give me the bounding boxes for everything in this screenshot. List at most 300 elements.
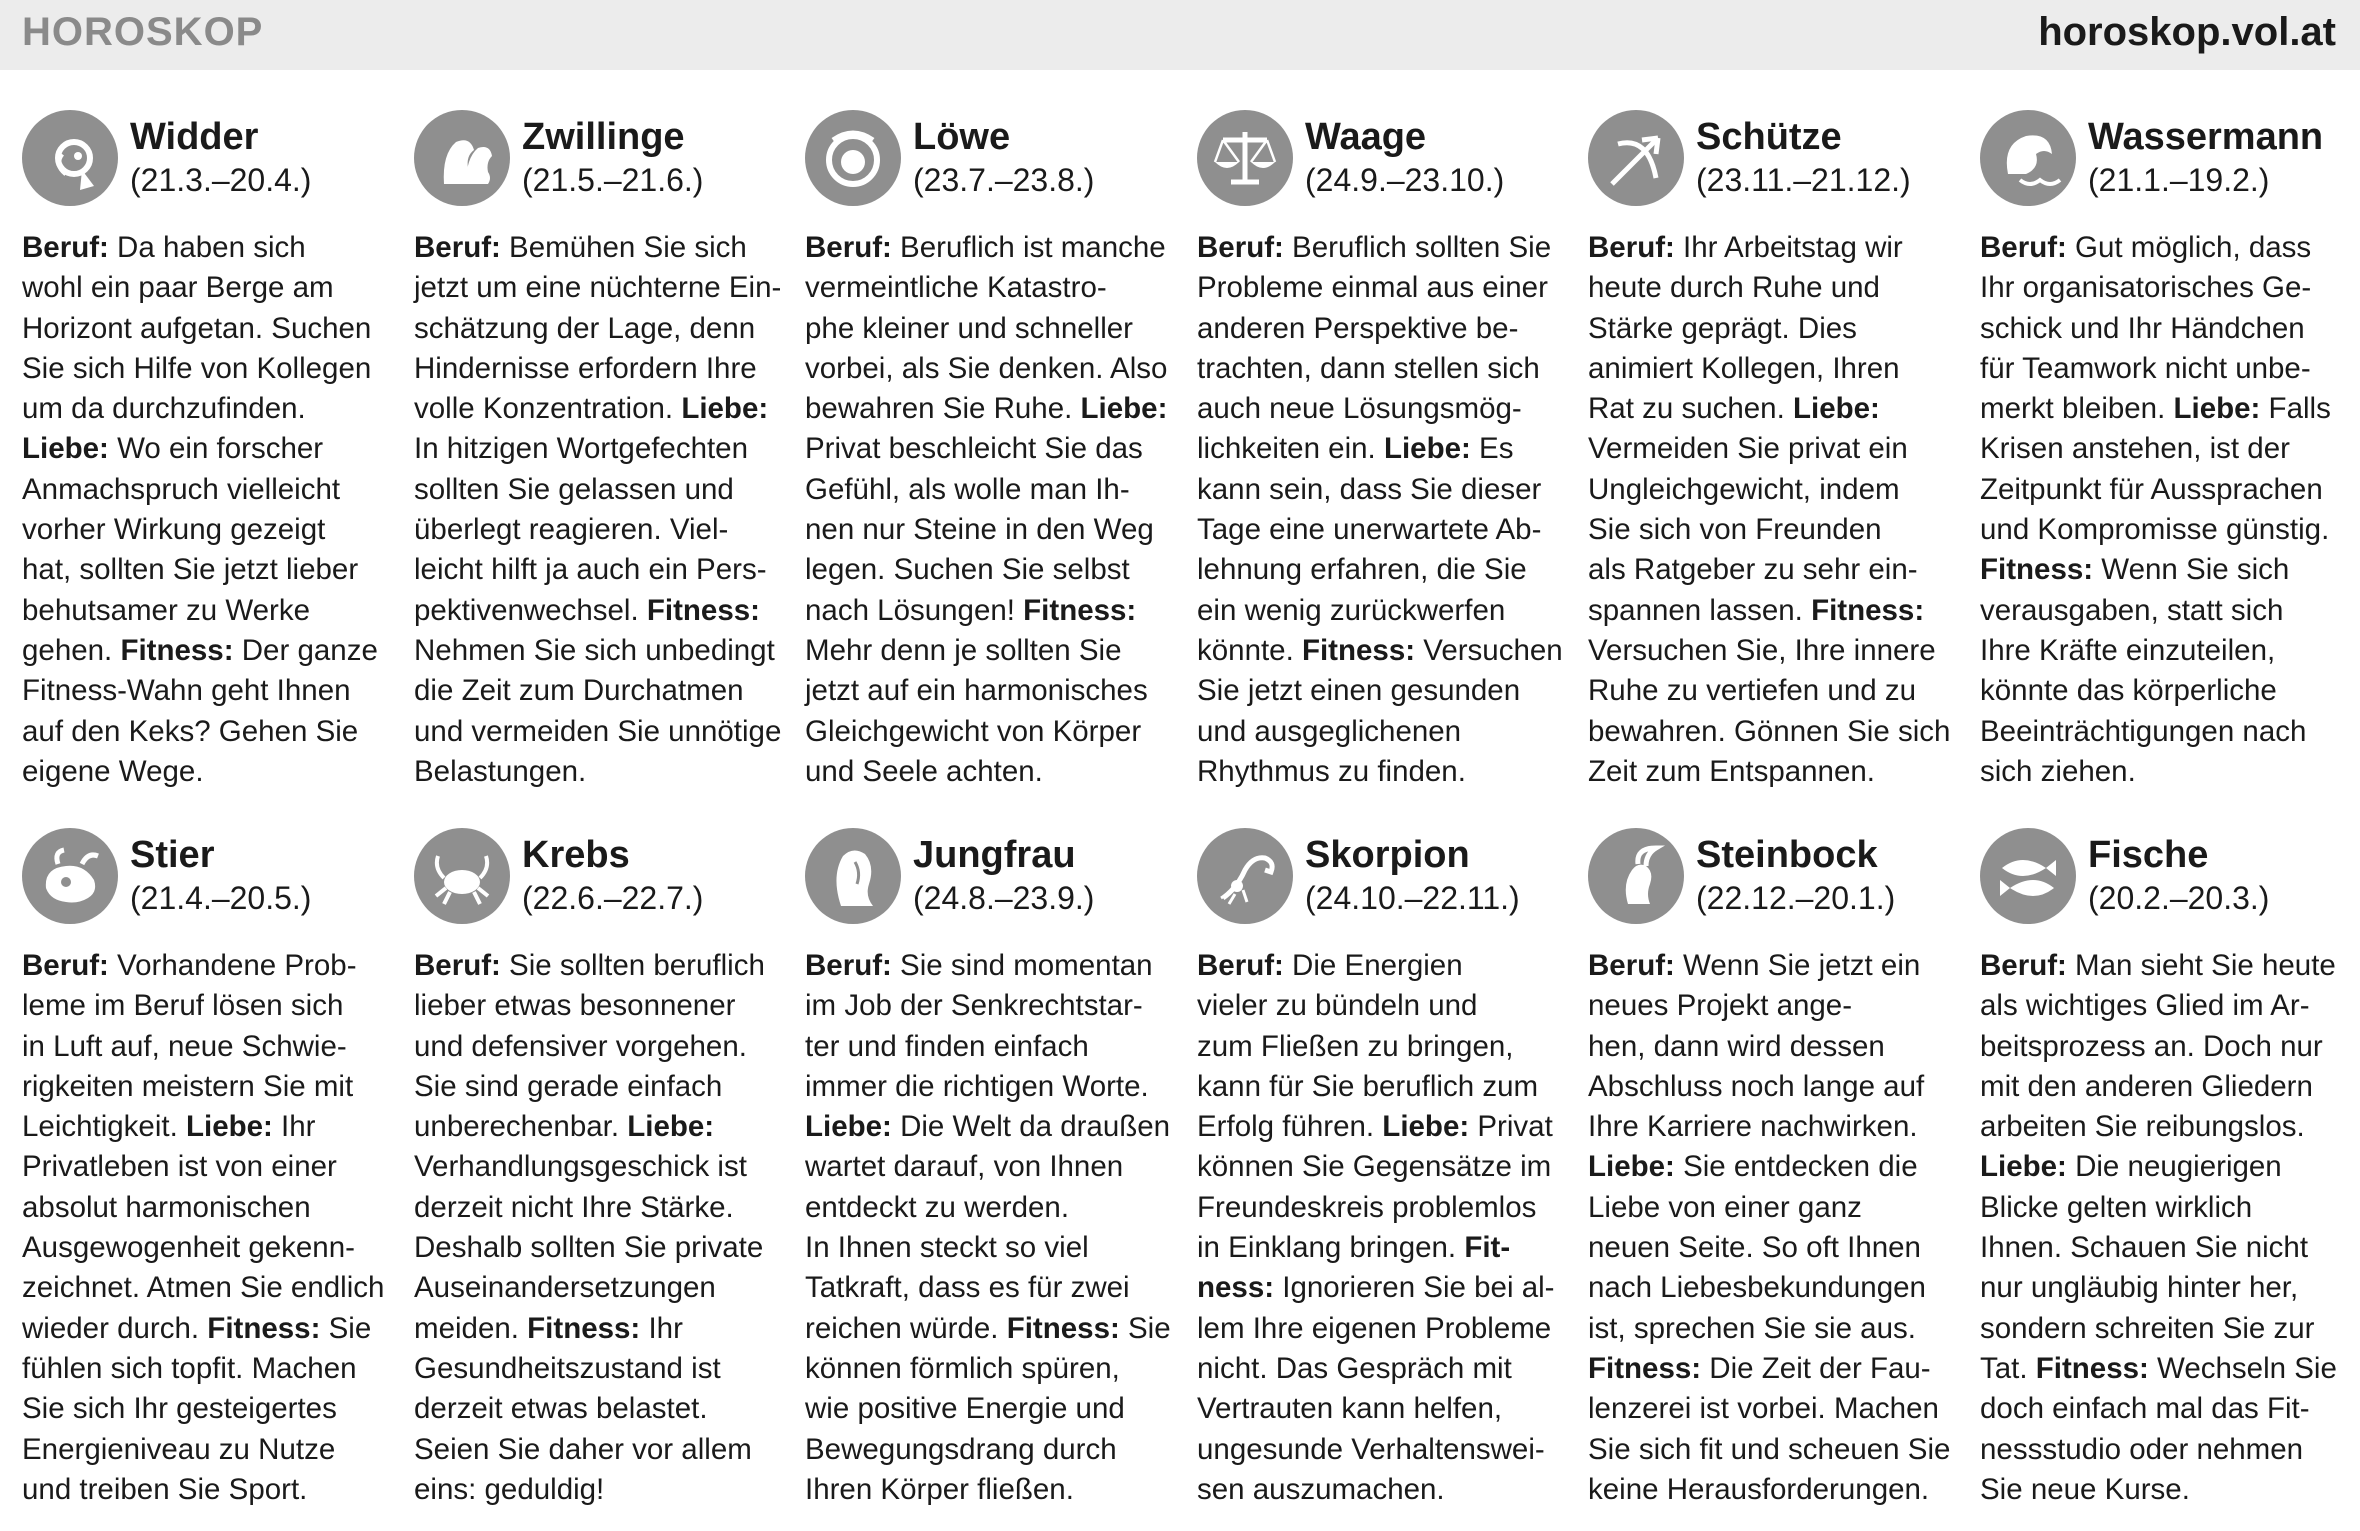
- text-line: [22, 1228, 394, 1268]
- bull-icon: [22, 828, 118, 924]
- text-line: [1197, 1470, 1569, 1510]
- text-line: [1588, 1389, 1960, 1429]
- text-run: Sie: [320, 1311, 372, 1345]
- text-run: Ihre Karriere nachwirken.: [1588, 1110, 1918, 1144]
- text-run: fühlen sich topfit. Machen: [22, 1351, 357, 1385]
- text-run: Deshalb sollten Sie private: [414, 1231, 764, 1265]
- text-line: [414, 510, 786, 550]
- text-line: [1588, 946, 1960, 986]
- sign-card: [22, 828, 394, 1510]
- sign-header: [1197, 110, 1569, 212]
- text-line: [1980, 671, 2352, 711]
- text-run: Probleme einmal aus einer: [1197, 271, 1548, 305]
- category-label: Fitness:: [120, 633, 234, 667]
- sign-name: Wassermann: [2088, 116, 2324, 158]
- text-run: auf den Keks? Gehen Sie: [22, 714, 359, 748]
- text-line: [414, 1147, 786, 1187]
- text-line: [414, 1228, 786, 1268]
- text-line: [1197, 986, 1569, 1026]
- text-line: [1588, 1228, 1960, 1268]
- text-line: [1588, 671, 1960, 711]
- ibex-icon: [1588, 828, 1684, 924]
- text-line: [1197, 429, 1569, 469]
- category-label: Beruf:: [1197, 231, 1284, 264]
- text-run: ist, sprechen Sie sie aus.: [1588, 1311, 1916, 1345]
- sign-name: Schütze: [1696, 116, 1842, 158]
- lion-icon: [805, 110, 901, 206]
- text-run: Da haben sich: [108, 231, 306, 264]
- text-run: Privat beschleicht Sie das: [805, 432, 1143, 466]
- text-run: Man sieht Sie heute: [2066, 949, 2336, 982]
- sign-forecast: [1588, 946, 1960, 1510]
- text-line: [22, 1147, 394, 1187]
- text-line: [414, 429, 786, 469]
- scorpion-icon: [1197, 828, 1293, 924]
- text-line: [1980, 712, 2352, 752]
- text-run: Falls: [2260, 392, 2331, 426]
- text-run: Die Energien: [1283, 949, 1463, 982]
- text-line: [805, 946, 1177, 986]
- sign-dates: (21.5.–21.6.): [522, 162, 704, 198]
- category-label: Fitness:: [1023, 593, 1137, 627]
- text-line: [805, 349, 1177, 389]
- sign-card: [22, 110, 394, 792]
- text-line: [805, 986, 1177, 1026]
- text-run: hen, dann wird dessen: [1588, 1029, 1885, 1063]
- text-run: Es: [1470, 432, 1514, 466]
- text-run: Freundeskreis problemlos: [1197, 1190, 1537, 1224]
- text-run: und treiben Sie Sport.: [22, 1472, 308, 1506]
- text-line: [22, 1268, 394, 1308]
- text-line: [1588, 550, 1960, 590]
- text-run: Zeitpunkt für Aussprachen: [1980, 472, 2323, 506]
- category-label: Fit-: [1464, 1231, 1511, 1265]
- text-line: [22, 986, 394, 1026]
- text-run: im Job der Senkrechtstar-: [805, 989, 1143, 1023]
- text-line: [805, 1107, 1177, 1147]
- category-label: Fitness:: [1588, 1351, 1702, 1385]
- text-line: [1588, 268, 1960, 308]
- text-line: [1588, 1027, 1960, 1067]
- text-line: [805, 429, 1177, 469]
- category-label: Fitness:: [2035, 1351, 2149, 1385]
- sign-header: [1588, 110, 1960, 212]
- text-run: können förmlich spüren,: [805, 1351, 1120, 1385]
- text-run: Wechseln Sie: [2148, 1351, 2337, 1385]
- water-bearer-icon: [1980, 110, 2076, 206]
- text-line: [1980, 429, 2352, 469]
- text-run: absolut harmonischen: [22, 1190, 311, 1224]
- text-run: Energieniveau zu Nutze: [22, 1432, 336, 1466]
- text-run: in Luft auf, neue Schwie-: [22, 1029, 347, 1063]
- text-run: Ihren Körper fließen.: [805, 1472, 1074, 1506]
- text-run: Sie sich fit und scheuen Sie: [1588, 1432, 1951, 1466]
- sign-card: [414, 828, 786, 1510]
- text-run: Gefühl, als wolle man Ih-: [805, 472, 1130, 506]
- text-line: [1588, 1067, 1960, 1107]
- text-run: Versuchen: [1415, 633, 1563, 667]
- text-run: sich ziehen.: [1980, 754, 2136, 788]
- text-run: vorher Wirkung gezeigt: [22, 513, 326, 547]
- text-run: Verhandlungsgeschick ist: [414, 1150, 747, 1184]
- sign-dates: (23.7.–23.8.): [913, 162, 1095, 198]
- text-line: [1588, 631, 1960, 671]
- sign-card: [1197, 828, 1569, 1510]
- category-label: Fitness:: [207, 1311, 321, 1345]
- text-run: Leichtigkeit.: [22, 1110, 186, 1144]
- text-run: bewahren. Gönnen Sie sich: [1588, 714, 1951, 748]
- text-line: [1197, 1389, 1569, 1429]
- text-run: beitsprozess an. Doch nur: [1980, 1029, 2323, 1063]
- text-line: [1980, 591, 2352, 631]
- text-run: bewahren Sie Ruhe.: [805, 392, 1081, 426]
- sign-forecast: [805, 228, 1177, 792]
- text-line: [414, 389, 786, 429]
- text-line: [1197, 591, 1569, 631]
- text-run: volle Konzentration.: [414, 392, 682, 426]
- text-line: [1980, 1430, 2352, 1470]
- text-run: Die Zeit der Fau-: [1701, 1351, 1931, 1385]
- sign-dates: (24.10.–22.11.): [1305, 880, 1520, 916]
- text-run: mit den anderen Gliedern: [1980, 1069, 2313, 1103]
- crab-icon: [414, 828, 510, 924]
- category-label: Liebe:: [805, 1110, 892, 1144]
- text-line: [22, 1188, 394, 1228]
- category-label: Fitness:: [1980, 553, 2094, 587]
- text-run: verausgaben, statt sich: [1980, 593, 2284, 627]
- text-run: Mehr denn je sollten Sie: [805, 633, 1122, 667]
- text-run: Anmachspruch vielleicht: [22, 472, 341, 506]
- text-line: [1980, 1067, 2352, 1107]
- text-line: [1980, 550, 2352, 590]
- sign-dates: (24.8.–23.9.): [913, 880, 1095, 916]
- text-run: Vermeiden Sie privat ein: [1588, 432, 1908, 466]
- text-line: [1588, 1147, 1960, 1187]
- text-run: lehnung erfahren, die Sie: [1197, 553, 1527, 587]
- text-line: [414, 1067, 786, 1107]
- text-run: Stärke geprägt. Dies: [1588, 311, 1857, 345]
- text-run: nessstudio oder nehmen: [1980, 1432, 2304, 1466]
- text-run: Zeit zum Entspannen.: [1588, 754, 1875, 788]
- text-run: trachten, dann stellen sich: [1197, 351, 1540, 385]
- text-line: [414, 752, 786, 792]
- text-line: [1980, 1470, 2352, 1510]
- text-run: Erfolg führen.: [1197, 1110, 1383, 1144]
- text-line: [414, 591, 786, 631]
- text-run: vieler zu bündeln und: [1197, 989, 1478, 1023]
- text-run: Gut möglich, dass: [2066, 231, 2312, 264]
- text-run: Versuchen Sie, Ihre innere: [1588, 633, 1936, 667]
- text-run: gehen.: [22, 633, 121, 667]
- sign-name: Widder: [130, 116, 259, 158]
- text-line: [22, 1470, 394, 1510]
- sign-card: [1980, 828, 2352, 1510]
- category-label: Beruf:: [1588, 949, 1675, 982]
- text-line: [22, 1107, 394, 1147]
- text-line: [1588, 986, 1960, 1026]
- text-line: [1197, 1268, 1569, 1308]
- text-line: [1588, 1268, 1960, 1308]
- text-run: eins: geduldig!: [414, 1472, 605, 1506]
- text-line: [805, 1470, 1177, 1510]
- text-run: um da durchzufinden.: [22, 392, 306, 426]
- sign-forecast: [805, 946, 1177, 1510]
- text-run: merkt bleiben.: [1980, 392, 2174, 426]
- text-line: [22, 389, 394, 429]
- text-run: lichkeiten ein.: [1197, 432, 1384, 466]
- text-run: Nehmen Sie sich unbedingt: [414, 633, 775, 667]
- text-run: Rhythmus zu finden.: [1197, 754, 1466, 788]
- text-line: [805, 1188, 1177, 1228]
- text-line: [414, 986, 786, 1026]
- category-label: Liebe:: [1588, 1150, 1675, 1184]
- text-line: [1980, 470, 2352, 510]
- text-line: [1980, 268, 2352, 308]
- text-run: sen auszumachen.: [1197, 1472, 1445, 1506]
- text-run: Bemühen Sie sich: [500, 231, 747, 264]
- text-line: [1588, 1470, 1960, 1510]
- text-run: Ausgewogenheit gekenn-: [22, 1231, 355, 1265]
- text-line: [414, 1027, 786, 1067]
- sign-header: [1197, 828, 1569, 930]
- text-run: überlegt reagieren. Viel-: [414, 513, 729, 547]
- text-line: [22, 228, 394, 268]
- text-line: [1197, 550, 1569, 590]
- text-run: Beeinträchtigungen nach: [1980, 714, 2307, 748]
- text-run: derzeit nicht Ihre Stärke.: [414, 1190, 734, 1224]
- text-line: [1588, 309, 1960, 349]
- text-line: [805, 1349, 1177, 1389]
- category-label: Beruf:: [805, 949, 892, 982]
- text-run: unberechenbar.: [414, 1110, 628, 1144]
- sign-name: Stier: [130, 834, 215, 876]
- text-line: [805, 268, 1177, 308]
- text-line: [805, 712, 1177, 752]
- text-line: [805, 631, 1177, 671]
- text-run: sollten Sie gelassen und: [414, 472, 734, 506]
- category-label: Liebe:: [1980, 1150, 2067, 1184]
- sign-forecast: [22, 946, 394, 1510]
- text-run: Tatkraft, dass es für zwei: [805, 1271, 1130, 1305]
- text-line: [1197, 671, 1569, 711]
- sign-dates: (23.11.–21.12.): [1696, 162, 1911, 198]
- sign-forecast: [414, 228, 786, 792]
- text-line: [22, 631, 394, 671]
- text-run: Fitness-Wahn geht Ihnen: [22, 674, 351, 708]
- text-line: [1980, 752, 2352, 792]
- text-run: leicht hilft ja auch ein Pers-: [414, 553, 767, 587]
- text-line: [1197, 389, 1569, 429]
- text-run: pektivenwechsel.: [414, 593, 647, 627]
- text-run: jetzt um eine nüchterne Ein-: [414, 271, 782, 305]
- text-line: [805, 550, 1177, 590]
- category-label: Fitness:: [1006, 1311, 1120, 1345]
- text-run: Ignorieren Sie bei al-: [1274, 1271, 1555, 1305]
- text-line: [805, 671, 1177, 711]
- text-line: [1980, 1147, 2352, 1187]
- text-line: [1980, 349, 2352, 389]
- text-run: Hindernisse erfordern Ihre: [414, 351, 757, 385]
- text-run: animiert Kollegen, Ihren: [1588, 351, 1900, 385]
- sign-header: [22, 110, 394, 212]
- sign-header: [414, 828, 786, 930]
- text-run: Abschluss noch lange auf: [1588, 1069, 1925, 1103]
- sign-name: Krebs: [522, 834, 630, 876]
- text-line: [1980, 1349, 2352, 1389]
- category-label: Beruf:: [414, 949, 501, 982]
- text-line: [22, 712, 394, 752]
- text-line: [414, 1349, 786, 1389]
- text-run: eigene Wege.: [22, 754, 204, 788]
- text-line: [1197, 1067, 1569, 1107]
- text-line: [1980, 631, 2352, 671]
- text-run: Ihr organisatorisches Ge-: [1980, 271, 2312, 305]
- text-line: [22, 349, 394, 389]
- text-line: [1197, 1027, 1569, 1067]
- text-run: ter und finden einfach: [805, 1029, 1089, 1063]
- text-line: [1588, 389, 1960, 429]
- text-run: Privatleben ist von einer: [22, 1150, 337, 1184]
- text-run: Ruhe zu vertiefen und zu: [1588, 674, 1916, 708]
- text-run: heute durch Ruhe und: [1588, 271, 1880, 305]
- text-run: Sie entdecken die: [1674, 1150, 1918, 1184]
- text-run: rigkeiten meistern Sie mit: [22, 1069, 354, 1103]
- category-label: Beruf:: [1980, 231, 2067, 264]
- sign-card: [1197, 110, 1569, 792]
- category-label: Beruf:: [414, 231, 501, 264]
- text-run: ein wenig zurückwerfen: [1197, 593, 1506, 627]
- category-label: Beruf:: [1980, 949, 2067, 982]
- text-line: [1197, 1309, 1569, 1349]
- text-run: Ungleichgewicht, indem: [1588, 472, 1900, 506]
- text-run: Auseinandersetzungen: [414, 1271, 716, 1305]
- text-run: Belastungen.: [414, 754, 587, 788]
- text-run: Liebe von einer ganz: [1588, 1190, 1862, 1224]
- text-run: Sie sollten beruflich: [500, 949, 765, 982]
- text-line: [414, 1268, 786, 1308]
- text-line: [1588, 470, 1960, 510]
- text-line: [22, 470, 394, 510]
- text-line: [22, 1027, 394, 1067]
- category-label: Fitness:: [527, 1311, 641, 1345]
- text-run: die Zeit zum Durchatmen: [414, 674, 744, 708]
- text-line: [414, 1470, 786, 1510]
- sign-dates: (21.1.–19.2.): [2088, 162, 2270, 198]
- category-label: Liebe:: [1382, 1110, 1470, 1144]
- sign-name: Fische: [2088, 834, 2209, 876]
- text-line: [1980, 1268, 2352, 1308]
- text-line: [1197, 712, 1569, 752]
- category-label: Liebe:: [22, 432, 109, 466]
- text-run: Rat zu suchen.: [1588, 392, 1793, 426]
- fish-icon: [1980, 828, 2076, 924]
- text-line: [22, 1349, 394, 1389]
- sign-card: [1980, 110, 2352, 792]
- text-run: Ihr: [640, 1311, 683, 1345]
- text-line: [22, 1309, 394, 1349]
- text-line: [1197, 946, 1569, 986]
- text-run: Gesundheitszustand ist: [414, 1351, 721, 1385]
- sign-forecast: [1197, 228, 1569, 792]
- text-line: [1588, 712, 1960, 752]
- text-line: [22, 591, 394, 631]
- text-run: Ihr Arbeitstag wir: [1674, 231, 1903, 264]
- text-line: [414, 1107, 786, 1147]
- category-label: Fitness:: [1301, 633, 1416, 667]
- category-label: Beruf:: [22, 231, 109, 264]
- category-label: Beruf:: [22, 949, 109, 982]
- category-label: Liebe:: [2173, 392, 2261, 426]
- text-run: immer die richtigen Worte.: [805, 1069, 1149, 1103]
- text-line: [22, 1389, 394, 1429]
- text-run: doch einfach mal das Fit-: [1980, 1392, 2310, 1426]
- text-run: anderen Perspektive be-: [1197, 311, 1519, 345]
- text-line: [1980, 510, 2352, 550]
- text-line: [805, 510, 1177, 550]
- text-run: Wo ein forscher: [108, 432, 324, 466]
- text-line: [1980, 1389, 2352, 1429]
- sign-card: [805, 828, 1177, 1510]
- text-run: Beruflich ist manche: [891, 231, 1166, 264]
- text-line: [22, 510, 394, 550]
- category-label: ness:: [1197, 1271, 1275, 1305]
- text-line: [414, 1389, 786, 1429]
- text-run: schätzung der Lage, denn: [414, 311, 756, 345]
- category-label: Liebe:: [1792, 392, 1880, 426]
- text-line: [1197, 1228, 1569, 1268]
- text-run: Die Welt da draußen: [891, 1110, 1171, 1144]
- text-run: reichen würde.: [805, 1311, 1007, 1345]
- text-line: [805, 1027, 1177, 1067]
- text-run: könnte das körperliche: [1980, 674, 2277, 708]
- text-line: [805, 309, 1177, 349]
- text-run: arbeiten Sie reibungslos.: [1980, 1110, 2305, 1144]
- text-line: [414, 1188, 786, 1228]
- category-label: Liebe:: [1080, 392, 1168, 426]
- text-run: Der ganze: [233, 633, 378, 667]
- text-line: [1980, 986, 2352, 1026]
- text-line: [414, 1309, 786, 1349]
- text-run: Vertrauten kann helfen,: [1197, 1392, 1503, 1426]
- text-line: [805, 470, 1177, 510]
- sign-forecast: [1588, 228, 1960, 792]
- text-line: [414, 268, 786, 308]
- text-line: [1588, 1309, 1960, 1349]
- text-run: Privat: [1469, 1110, 1553, 1144]
- section-title: HOROSKOP: [22, 10, 264, 54]
- sign-forecast: [1980, 946, 2352, 1510]
- text-line: [805, 389, 1177, 429]
- text-line: [1588, 1107, 1960, 1147]
- text-run: und ausgeglichenen: [1197, 714, 1462, 748]
- text-line: [1588, 349, 1960, 389]
- text-run: Sie sind momentan: [891, 949, 1153, 982]
- text-run: Bewegungsdrang durch: [805, 1432, 1117, 1466]
- text-line: [1980, 1188, 2352, 1228]
- category-label: Liebe:: [185, 1110, 273, 1144]
- text-line: [805, 752, 1177, 792]
- text-line: [1197, 470, 1569, 510]
- text-run: spannen lassen.: [1588, 593, 1812, 627]
- site-url[interactable]: horoskop.vol.at: [2038, 10, 2336, 54]
- text-line: [1980, 1107, 2352, 1147]
- text-run: In hitzigen Wortgefechten: [414, 432, 748, 466]
- archer-icon: [1588, 110, 1684, 206]
- sign-card: [1588, 828, 1960, 1510]
- text-run: Wenn Sie sich: [2093, 553, 2290, 587]
- sign-name: Skorpion: [1305, 834, 1470, 876]
- text-line: [1588, 510, 1960, 550]
